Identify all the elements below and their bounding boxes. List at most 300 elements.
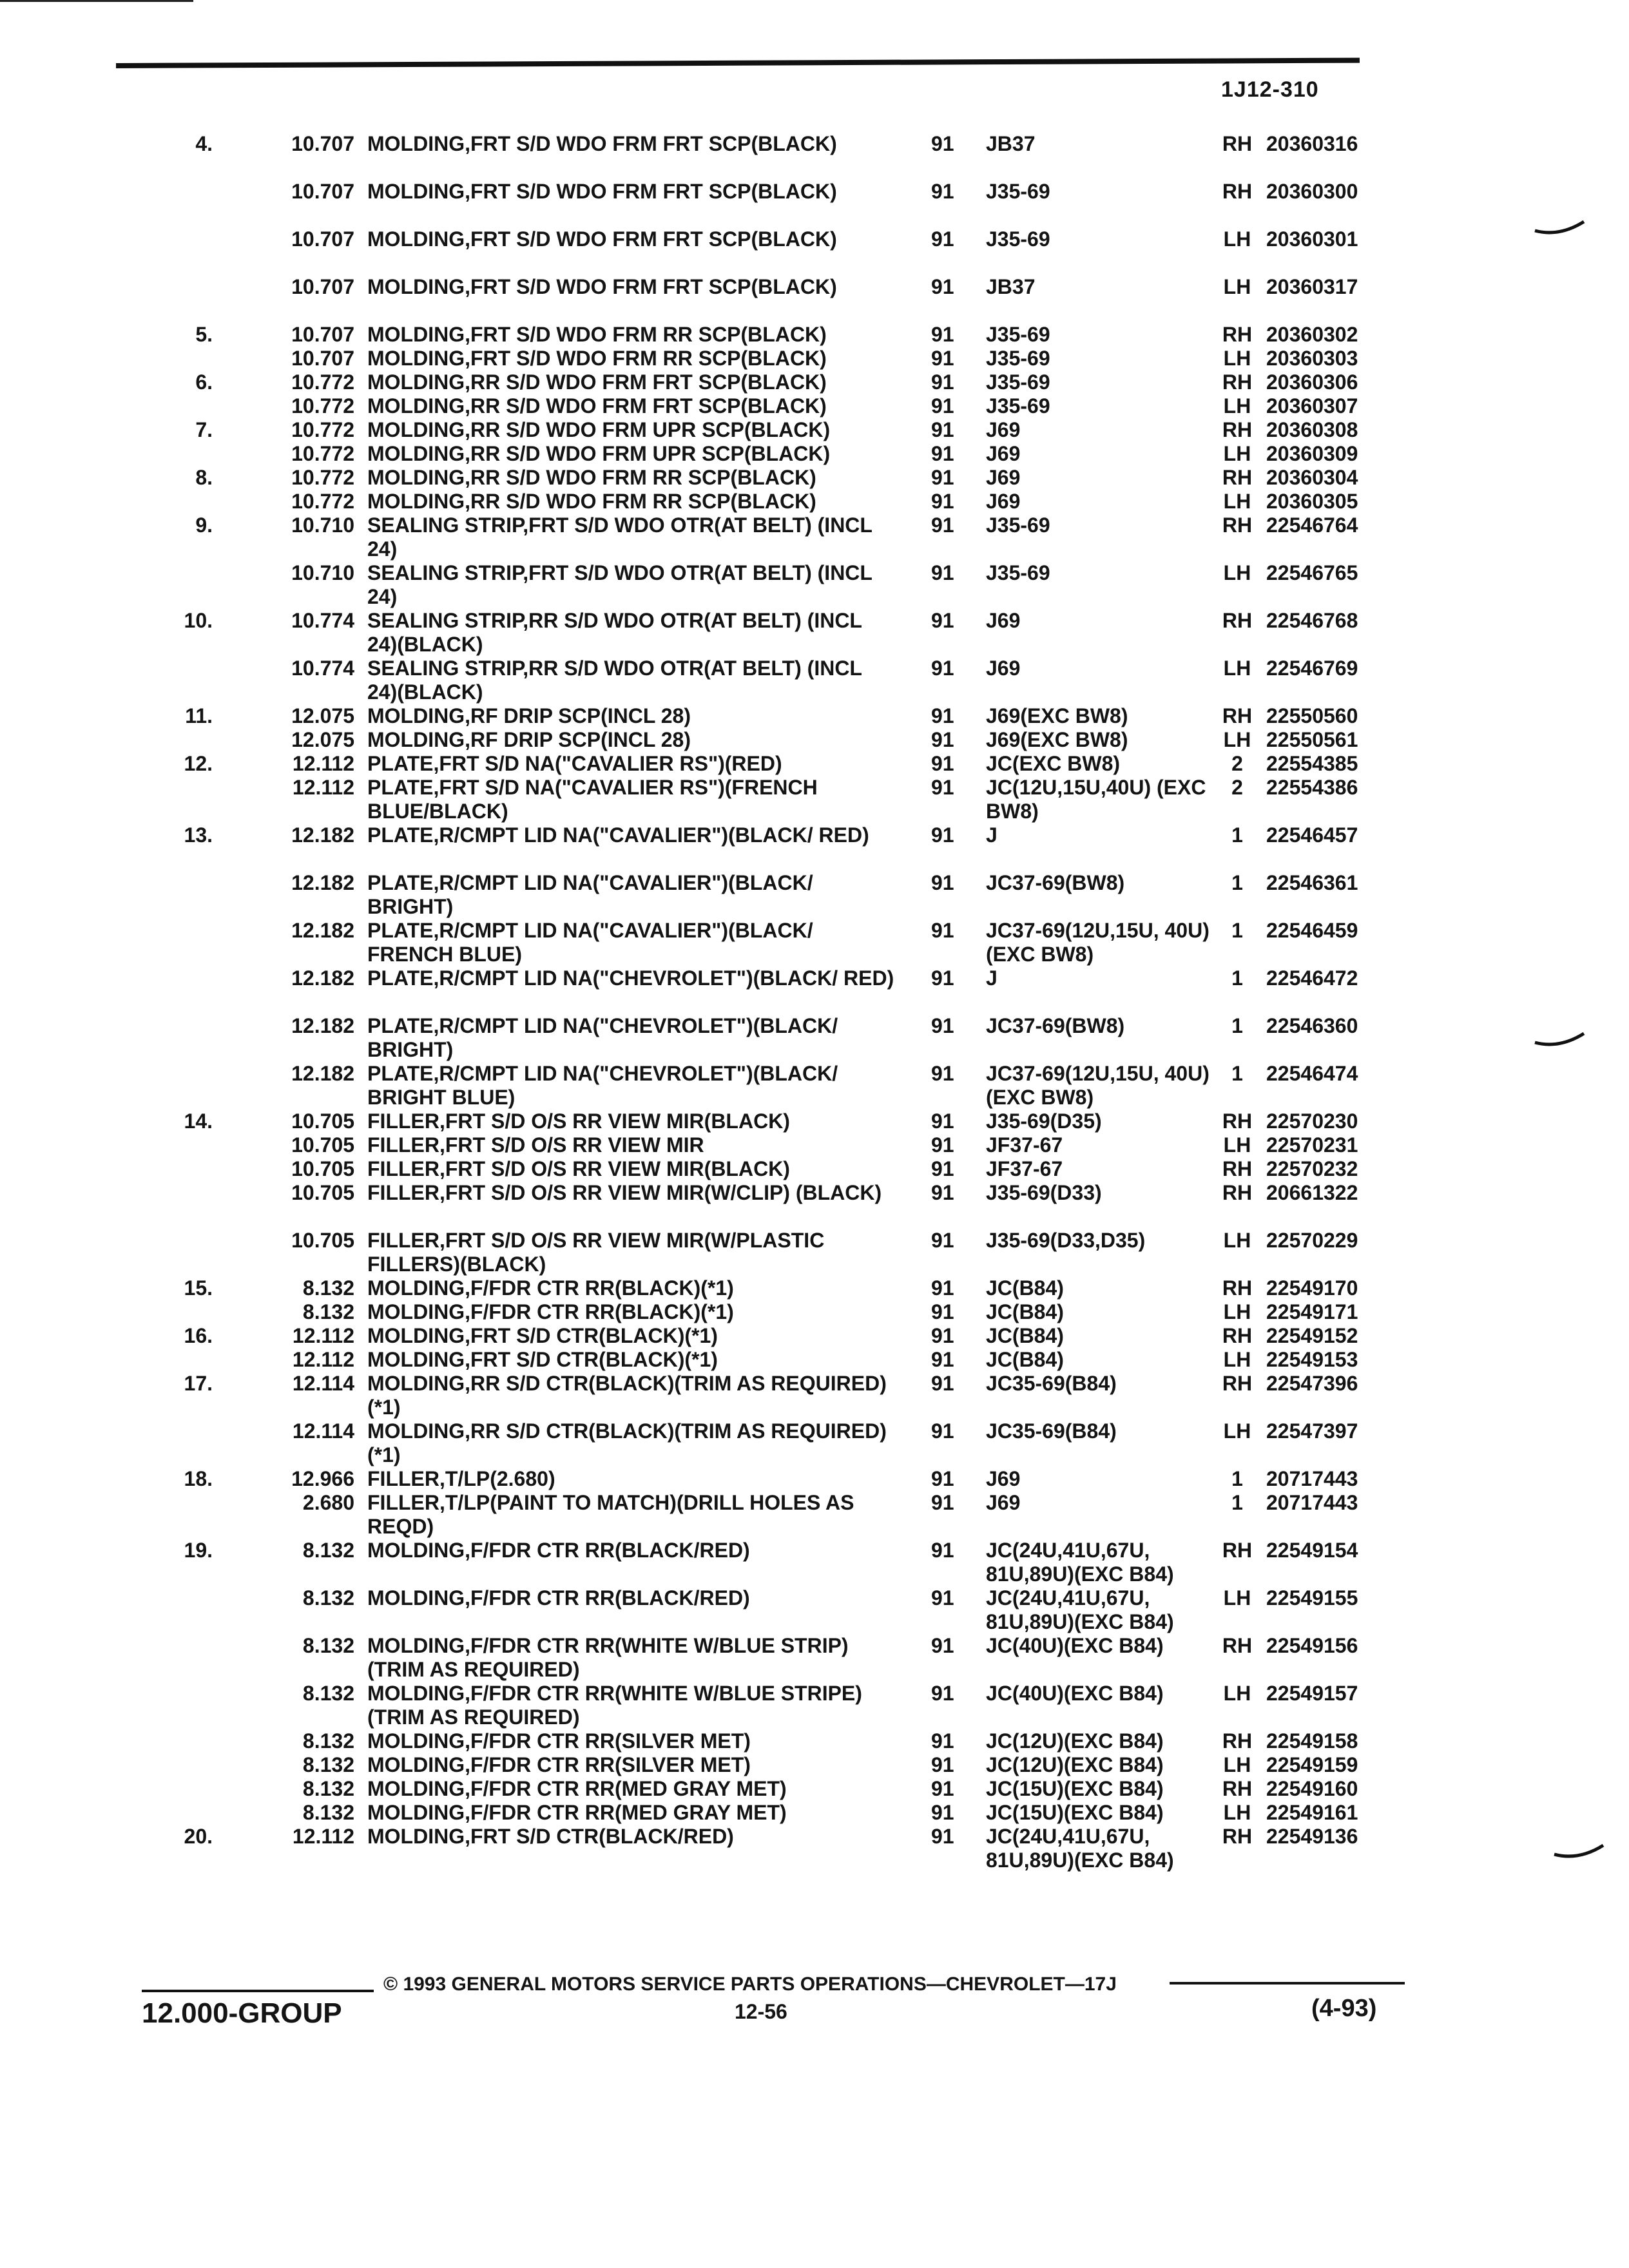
quantity: LH (1223, 275, 1251, 298)
model-usage: J35-69 (986, 323, 1050, 346)
part-name: PLATE (367, 1062, 434, 1085)
model-usage: J69 (986, 490, 1021, 513)
illustration-ref: 12.112 (292, 1324, 354, 1347)
part-number: 22550561 (1266, 728, 1358, 751)
part-number: 22546360 (1266, 1014, 1358, 1037)
illustration-ref: 12.182 (291, 1014, 354, 1037)
part-description (367, 227, 896, 251)
quantity: RH (1222, 132, 1253, 155)
part-detail: ,RR S/D WDO FRM UPR SCP(BLACK) (465, 442, 831, 465)
part-detail: ,RR S/D WDO FRM FRT SCP(BLACK) (465, 370, 827, 394)
model-year: 91 (931, 561, 954, 584)
model-usage: J69 (986, 1491, 1021, 1514)
model-usage: JC(15U)(EXC B84) (986, 1801, 1164, 1824)
part-detail: ,F/FDR CTR RR(SILVER MET) (465, 1753, 751, 1776)
illustration-ref: 8.132 (302, 1801, 354, 1824)
model-usage: J35-69 (986, 561, 1050, 584)
part-name: MOLDING (367, 1825, 465, 1848)
part-detail: ,FRT S/D O/S RR VIEW MIR(W/PLASTIC FILLERS)(BLACK) (367, 1229, 825, 1276)
part-description (367, 1586, 896, 1610)
model-year: 91 (931, 871, 954, 894)
part-description (367, 180, 896, 204)
part-detail: ,RR S/D CTR(BLACK)(TRIM AS REQUIRED)(*1) (367, 1419, 887, 1466)
part-detail: ,F/FDR CTR RR(MED GRAY MET) (465, 1801, 787, 1824)
part-description (367, 1372, 896, 1419)
illustration-ref: 12.182 (291, 871, 354, 894)
illustration-ref: 8.132 (302, 1729, 354, 1753)
part-detail: ,R/CMPT LID NA("CHEVROLET")(BLACK/ BRIGHT BLUE) (367, 1062, 838, 1109)
part-detail: ,FRT S/D WDO FRM FRT SCP(BLACK) (465, 180, 837, 203)
table-row (0, 442, 1629, 466)
quantity: LH (1223, 490, 1251, 513)
part-name: PLATE (367, 776, 434, 799)
model-year: 91 (931, 1062, 954, 1085)
part-description (367, 1133, 896, 1157)
part-description (367, 1777, 896, 1801)
model-year: 91 (931, 1324, 954, 1347)
part-detail: ,FRT S/D WDO FRM RR SCP(BLACK) (465, 323, 827, 346)
part-description (367, 1062, 896, 1110)
model-usage: JC(EXC BW8) (986, 752, 1121, 775)
quantity: RH (1222, 1539, 1253, 1562)
table-row (0, 1229, 1629, 1276)
table-row (0, 418, 1629, 442)
part-description (367, 1229, 896, 1276)
part-number: 22549152 (1266, 1324, 1358, 1347)
item-key: 8. (195, 466, 213, 489)
illustration-ref: 12.114 (292, 1372, 354, 1395)
table-row (0, 1419, 1629, 1467)
illustration-ref: 10.772 (291, 394, 354, 418)
part-detail: ,FRT S/D WDO FRM FRT SCP(BLACK) (465, 132, 837, 155)
item-key: 7. (195, 418, 213, 441)
part-description (367, 1682, 896, 1729)
part-description (367, 1753, 896, 1777)
table-row (0, 1682, 1629, 1729)
table-row (0, 776, 1629, 823)
part-name: MOLDING (367, 1372, 465, 1395)
part-detail: ,FRT S/D O/S RR VIEW MIR (439, 1133, 704, 1157)
quantity: 2 (1231, 752, 1243, 775)
part-number: 22549159 (1266, 1753, 1358, 1776)
model-usage: J69 (986, 657, 1021, 680)
model-year: 91 (931, 1133, 954, 1157)
part-detail: ,RR S/D WDO FRM RR SCP(BLACK) (465, 490, 816, 513)
table-row (0, 1014, 1629, 1062)
illustration-ref: 10.774 (291, 657, 354, 680)
part-detail: ,F/FDR CTR RR(SILVER MET) (465, 1729, 751, 1753)
model-usage: JF37-67 (986, 1157, 1063, 1180)
part-description (367, 1467, 896, 1491)
part-number: 22549160 (1266, 1777, 1358, 1800)
part-name: MOLDING (367, 1777, 465, 1800)
part-name: MOLDING (367, 370, 465, 394)
table-row (0, 823, 1629, 871)
quantity: 1 (1231, 1062, 1243, 1085)
part-description (367, 728, 896, 752)
part-description (367, 1729, 896, 1753)
model-year: 91 (931, 1729, 954, 1753)
model-year: 91 (931, 370, 954, 394)
part-number: 22549153 (1266, 1348, 1358, 1371)
part-number: 22546361 (1266, 871, 1358, 894)
model-year: 91 (931, 514, 954, 537)
model-year: 91 (931, 418, 954, 441)
part-description (367, 1348, 896, 1372)
illustration-ref: 10.705 (291, 1110, 354, 1133)
table-row (0, 1324, 1629, 1348)
model-usage: J35-69 (986, 514, 1050, 537)
model-year: 91 (931, 966, 954, 990)
part-number: 20360306 (1266, 370, 1358, 394)
part-name: MOLDING (367, 347, 465, 370)
illustration-ref: 12.182 (291, 966, 354, 990)
model-year: 91 (931, 490, 954, 513)
part-name: MOLDING (367, 1300, 465, 1323)
quantity: LH (1223, 394, 1251, 418)
model-year: 91 (931, 132, 954, 155)
item-key: 14. (184, 1110, 213, 1133)
item-key: 15. (184, 1276, 213, 1300)
model-usage: J35-69 (986, 394, 1050, 418)
part-number: 22547396 (1266, 1372, 1358, 1395)
part-name: FILLER (367, 1181, 439, 1204)
table-row (0, 1062, 1629, 1110)
quantity: 2 (1231, 776, 1243, 799)
part-description (367, 466, 896, 490)
model-usage: JF37-67 (986, 1133, 1063, 1157)
table-row (0, 1801, 1629, 1825)
quantity: RH (1222, 704, 1253, 727)
part-description (367, 418, 896, 442)
quantity: LH (1223, 1753, 1251, 1776)
illustration-ref: 8.132 (302, 1753, 354, 1776)
illustration-ref: 10.707 (291, 323, 354, 346)
table-row (0, 871, 1629, 919)
part-detail: ,FRT S/D WDO OTR(AT BELT) (INCL 24) (367, 561, 872, 608)
illustration-ref: 12.075 (291, 728, 354, 751)
quantity: 1 (1231, 871, 1243, 894)
illustration-ref: 10.707 (291, 227, 354, 251)
illustration-ref: 8.132 (302, 1634, 354, 1657)
part-description (367, 1634, 896, 1682)
table-row (0, 1634, 1629, 1682)
illustration-ref: 12.112 (292, 1825, 354, 1848)
table-row (0, 657, 1629, 704)
part-number: 20360308 (1266, 418, 1358, 441)
part-detail: ,RR S/D WDO FRM RR SCP(BLACK) (465, 466, 816, 489)
part-name: MOLDING (367, 466, 465, 489)
part-detail: ,FRT S/D CTR(BLACK/RED) (465, 1825, 734, 1848)
part-name: PLATE (367, 966, 434, 990)
quantity: RH (1222, 1729, 1253, 1753)
model-usage: J69 (986, 442, 1021, 465)
part-name: MOLDING (367, 1586, 465, 1610)
illustration-ref: 8.132 (302, 1300, 354, 1323)
part-number: 22547397 (1266, 1419, 1358, 1443)
part-number: 22549155 (1266, 1586, 1358, 1610)
illustration-ref: 12.182 (291, 823, 354, 847)
part-name: SEALING STRIP (367, 561, 523, 584)
model-year: 91 (931, 919, 954, 942)
quantity: LH (1223, 1300, 1251, 1323)
part-description (367, 323, 896, 347)
part-number: 22549158 (1266, 1729, 1358, 1753)
model-usage: JC(B84) (986, 1324, 1064, 1347)
part-name: MOLDING (367, 275, 465, 298)
copyright-notice: © 1993 GENERAL MOTORS SERVICE PARTS OPERATIONS—CHEVROLET—17J (383, 1974, 1117, 1995)
model-year: 91 (931, 347, 954, 370)
item-key: 6. (195, 370, 213, 394)
model-year: 91 (931, 704, 954, 727)
quantity: RH (1222, 466, 1253, 489)
quantity: LH (1223, 1133, 1251, 1157)
part-name: PLATE (367, 1014, 434, 1037)
model-usage: JB37 (986, 275, 1036, 298)
part-number: 22546459 (1266, 919, 1358, 942)
model-usage: J69(EXC BW8) (986, 704, 1128, 727)
part-detail: ,R/CMPT LID NA("CAVALIER")(BLACK/ RED) (433, 823, 869, 847)
table-row (0, 514, 1629, 561)
illustration-ref: 8.132 (302, 1586, 354, 1610)
model-usage: JC35-69(B84) (986, 1372, 1117, 1395)
model-year: 91 (931, 1419, 954, 1443)
table-row (0, 180, 1629, 227)
model-year: 91 (931, 823, 954, 847)
model-usage: JC(B84) (986, 1348, 1064, 1371)
model-usage: JC(24U,41U,67U, 81U,89U)(EXC B84) (986, 1539, 1174, 1586)
model-year: 91 (931, 1467, 954, 1490)
illustration-ref: 10.772 (291, 490, 354, 513)
illustration-ref: 10.705 (291, 1133, 354, 1157)
table-row (0, 1110, 1629, 1133)
part-description (367, 919, 896, 966)
model-usage: JC(40U)(EXC B84) (986, 1634, 1164, 1657)
part-name: MOLDING (367, 227, 465, 251)
quantity: 1 (1231, 919, 1243, 942)
part-name: SEALING STRIP (367, 609, 523, 632)
item-key: 18. (184, 1467, 213, 1490)
part-description (367, 1157, 896, 1181)
part-detail: ,FRT S/D NA("CAVALIER RS")(FRENCH BLUE/BLACK) (367, 776, 818, 823)
part-number: 22546765 (1266, 561, 1358, 584)
model-year: 91 (931, 752, 954, 775)
model-usage: J35-69 (986, 370, 1050, 394)
quantity: RH (1222, 1157, 1253, 1180)
model-year: 91 (931, 1801, 954, 1824)
item-key: 11. (185, 704, 213, 727)
part-description (367, 1276, 896, 1300)
quantity: LH (1223, 728, 1251, 751)
part-number: 20360304 (1266, 466, 1358, 489)
part-number: 22546764 (1266, 514, 1358, 537)
model-usage: J (986, 823, 998, 847)
illustration-ref: 10.772 (291, 442, 354, 465)
illustration-ref: 10.707 (291, 347, 354, 370)
quantity: LH (1223, 1801, 1251, 1824)
part-number: 22570230 (1266, 1110, 1358, 1133)
quantity: LH (1223, 227, 1251, 251)
table-row (0, 132, 1629, 180)
illustration-ref: 8.132 (302, 1682, 354, 1705)
part-detail: ,RR S/D WDO FRM FRT SCP(BLACK) (465, 394, 827, 418)
part-name: MOLDING (367, 728, 465, 751)
model-usage: JC(12U,15U,40U) (EXC BW8) (986, 776, 1206, 823)
quantity: RH (1222, 1110, 1253, 1133)
part-name: FILLER (367, 1157, 439, 1180)
footer-rule-right (1170, 1982, 1405, 1984)
table-row (0, 1729, 1629, 1753)
model-usage: JB37 (986, 132, 1036, 155)
part-number: 22550560 (1266, 704, 1358, 727)
part-name: MOLDING (367, 323, 465, 346)
part-description (367, 370, 896, 394)
quantity: LH (1223, 1348, 1251, 1371)
part-detail: ,RR S/D WDO OTR(AT BELT) (INCL 24)(BLACK) (367, 609, 862, 656)
part-detail: ,F/FDR CTR RR(BLACK/RED) (465, 1586, 750, 1610)
part-number: 22570231 (1266, 1133, 1358, 1157)
table-row (0, 1825, 1629, 1872)
part-detail: ,RF DRIP SCP(INCL 28) (465, 704, 691, 727)
illustration-ref: 12.112 (292, 776, 354, 799)
model-year: 91 (931, 1753, 954, 1776)
part-detail: ,FRT S/D WDO FRM FRT SCP(BLACK) (465, 227, 837, 251)
illustration-ref: 8.132 (302, 1777, 354, 1800)
item-key: 19. (184, 1539, 213, 1562)
illustration-ref: 10.707 (291, 132, 354, 155)
model-usage: J (986, 966, 998, 990)
table-row (0, 227, 1629, 275)
model-year: 91 (931, 1825, 954, 1848)
part-name: MOLDING (367, 704, 465, 727)
table-row (0, 609, 1629, 657)
model-usage: J69 (986, 609, 1021, 632)
part-description (367, 1110, 896, 1133)
table-row (0, 275, 1629, 323)
part-number: 22549170 (1266, 1276, 1358, 1300)
model-year: 91 (931, 1586, 954, 1610)
model-year: 91 (931, 1276, 954, 1300)
part-description (367, 657, 896, 704)
part-name: PLATE (367, 752, 434, 775)
part-detail: ,F/FDR CTR RR(BLACK/RED) (465, 1539, 750, 1562)
part-description (367, 275, 896, 299)
group-label: 12.000-GROUP (142, 1997, 342, 2029)
part-name: SEALING STRIP (367, 514, 523, 537)
illustration-ref: 2.680 (302, 1491, 354, 1514)
part-number: 22546472 (1266, 966, 1358, 990)
model-year: 91 (931, 1682, 954, 1705)
part-number: 22546769 (1266, 657, 1358, 680)
part-name: MOLDING (367, 1419, 465, 1443)
quantity: RH (1222, 1276, 1253, 1300)
part-number: 20360300 (1266, 180, 1358, 203)
part-description (367, 1801, 896, 1825)
model-usage: JC(24U,41U,67U, 81U,89U)(EXC B84) (986, 1586, 1174, 1633)
model-year: 91 (931, 1539, 954, 1562)
quantity: LH (1223, 1682, 1251, 1705)
model-usage: JC(B84) (986, 1300, 1064, 1323)
parts-list (0, 132, 1629, 1872)
model-year: 91 (931, 657, 954, 680)
illustration-ref: 10.772 (291, 418, 354, 441)
table-row (0, 1491, 1629, 1539)
table-row (0, 704, 1629, 728)
illustration-ref: 10.772 (291, 466, 354, 489)
part-detail: ,FRT S/D CTR(BLACK)(*1) (465, 1324, 718, 1347)
part-detail: ,FRT S/D WDO FRM FRT SCP(BLACK) (465, 275, 837, 298)
part-detail: ,FRT S/D CTR(BLACK)(*1) (465, 1348, 718, 1371)
part-name: FILLER (367, 1467, 439, 1490)
part-name: MOLDING (367, 490, 465, 513)
quantity: LH (1223, 1586, 1251, 1610)
item-key: 16. (184, 1324, 213, 1347)
model-usage: J35-69 (986, 180, 1050, 203)
model-year: 91 (931, 227, 954, 251)
part-detail: ,R/CMPT LID NA("CHEVROLET")(BLACK/ RED) (433, 966, 894, 990)
model-year: 91 (931, 442, 954, 465)
quantity: RH (1222, 514, 1253, 537)
model-usage: JC(12U)(EXC B84) (986, 1753, 1164, 1776)
illustration-ref: 12.114 (292, 1419, 354, 1443)
part-name: MOLDING (367, 1729, 465, 1753)
part-detail: ,R/CMPT LID NA("CAVALIER")(BLACK/ FRENCH BLUE) (367, 919, 813, 966)
item-key: 12. (184, 752, 213, 775)
part-number: 22549161 (1266, 1801, 1358, 1824)
quantity: RH (1222, 609, 1253, 632)
table-row (0, 1181, 1629, 1229)
part-name: MOLDING (367, 1276, 465, 1300)
table-row (0, 1777, 1629, 1801)
part-number: 22546457 (1266, 823, 1358, 847)
model-usage: JC37-69(BW8) (986, 871, 1125, 894)
quantity: RH (1222, 1372, 1253, 1395)
margin-tick-mark (1534, 219, 1585, 238)
model-year: 91 (931, 1157, 954, 1180)
quantity: LH (1223, 657, 1251, 680)
margin-tick-mark (1534, 1031, 1585, 1050)
model-usage: JC35-69(B84) (986, 1419, 1117, 1443)
part-name: MOLDING (367, 1539, 465, 1562)
part-number: 20717443 (1266, 1467, 1358, 1490)
table-row (0, 1276, 1629, 1300)
table-row (0, 347, 1629, 370)
part-description (367, 1491, 896, 1539)
part-name: SEALING STRIP (367, 657, 523, 680)
part-number: 22546768 (1266, 609, 1358, 632)
model-usage: J69(EXC BW8) (986, 728, 1128, 751)
model-year: 91 (931, 1372, 954, 1395)
part-detail: ,FRT S/D NA("CAVALIER RS")(RED) (433, 752, 782, 775)
table-row (0, 1348, 1629, 1372)
part-description (367, 1539, 896, 1562)
table-row (0, 752, 1629, 776)
quantity: LH (1223, 1229, 1251, 1252)
quantity: 1 (1231, 823, 1243, 847)
model-year: 91 (931, 1181, 954, 1204)
part-name: FILLER (367, 1491, 439, 1514)
top-edge-rule (0, 0, 193, 2)
part-detail: ,R/CMPT LID NA("CHEVROLET")(BLACK/ BRIGHT) (367, 1014, 838, 1061)
part-detail: ,F/FDR CTR RR(BLACK)(*1) (465, 1276, 734, 1300)
quantity: 1 (1231, 966, 1243, 990)
table-row (0, 323, 1629, 347)
part-description (367, 1181, 896, 1205)
table-row (0, 1539, 1629, 1586)
illustration-ref: 10.705 (291, 1157, 354, 1180)
part-number: 20360305 (1266, 490, 1358, 513)
part-name: PLATE (367, 919, 434, 942)
